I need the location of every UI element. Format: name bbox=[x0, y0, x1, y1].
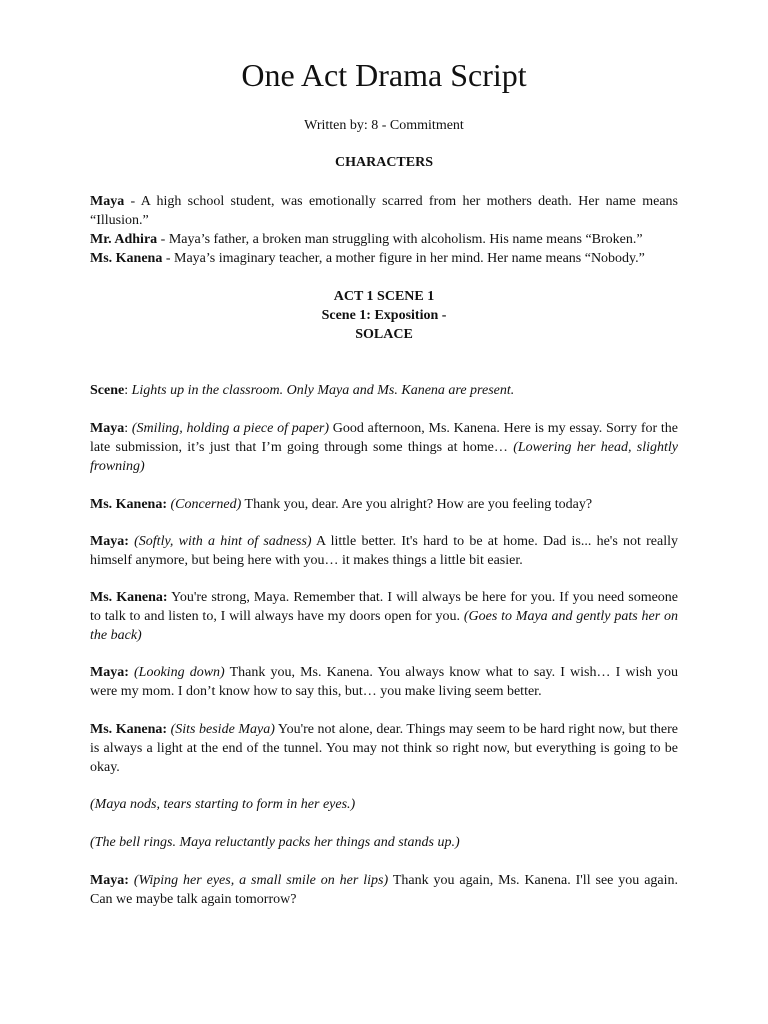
character-entry-adhira bbox=[90, 230, 678, 249]
scene-heading: Scene 1: Exposition - bbox=[321, 308, 447, 323]
character-entry-maya bbox=[90, 192, 678, 230]
dialogue-line bbox=[90, 532, 678, 570]
byline: Written by: 8 - Commitment bbox=[304, 118, 464, 133]
stage-direction-line bbox=[90, 833, 678, 852]
dialogue-line bbox=[90, 419, 678, 476]
character-name: Ms. Kanena bbox=[90, 251, 163, 266]
character-name: Maya bbox=[90, 194, 125, 209]
stage-direction: (Looking down) bbox=[134, 665, 225, 680]
dialogue-line bbox=[90, 871, 678, 909]
stage-direction: (Sits beside Maya) bbox=[170, 722, 275, 737]
speech: Good afternoon, Ms. Kanena. Here is my essay. Sorry for the late submission, it’s just that I’m going through some things at home… bbox=[90, 421, 679, 455]
speech: Thank you, dear. Are you alright? How are you feeling today? bbox=[241, 497, 593, 512]
dialogue-line bbox=[90, 588, 678, 645]
act-heading: ACT 1 SCENE 1 bbox=[333, 289, 435, 304]
speaker: Maya bbox=[90, 421, 125, 436]
speech: You're strong, Maya. Remember that. I will always be here for you. If you need someone to talk to and listen to, I will always have my doors open for you. bbox=[90, 590, 679, 624]
speech: Thank you again, Ms. Kanena. I'll see you again. Can we maybe talk again tomorrow? bbox=[90, 873, 679, 907]
character-desc: - A high school student, was emotionally scarred from her mothers death. Her name means “Illusion.” bbox=[90, 194, 678, 228]
dialogue-line bbox=[90, 663, 678, 701]
scene-subtitle: SOLACE bbox=[355, 327, 413, 342]
stage-direction: (Lowering her head, slightly frowning) bbox=[90, 440, 679, 474]
scene-label: Scene bbox=[90, 383, 125, 398]
dialogue-line bbox=[90, 720, 678, 777]
character-desc: - Maya’s imaginary teacher, a mother figure in her mind. Her name means “Nobody.” bbox=[162, 251, 645, 266]
document-title: One Act Drama Script bbox=[241, 57, 527, 93]
character-desc: - Maya’s father, a broken man struggling with alcoholism. His name means “Broken.” bbox=[157, 232, 643, 247]
stage-direction: (Concerned) bbox=[170, 497, 242, 512]
stage-direction: Lights up in the classroom. Only Maya and Ms. Kanena are present. bbox=[131, 383, 515, 398]
stage-direction: (Softly, with a hint of sadness) bbox=[134, 534, 312, 549]
separator: : bbox=[124, 383, 132, 398]
scene-setting bbox=[90, 381, 678, 400]
speaker: Maya: bbox=[90, 665, 129, 680]
character-list bbox=[90, 192, 678, 268]
speaker: Ms. Kanena: bbox=[90, 722, 168, 737]
speech: You're not alone, dear. Things may seem to be hard right now, but there is always a light at the end of the tunnel. You may not think so right now, but everything is going to be okay. bbox=[90, 722, 679, 775]
speaker: Ms. Kanena: bbox=[90, 497, 167, 512]
character-entry-kanena bbox=[90, 249, 678, 268]
speaker: Maya: bbox=[90, 534, 129, 549]
speaker: Maya: bbox=[90, 873, 129, 888]
speaker: Ms. Kanena: bbox=[90, 590, 168, 605]
speech: A little better. It's hard to be at home. Dad is... he's not really himself anymore, but being here with you… it makes things a little bit easier. bbox=[90, 534, 678, 568]
dialogue-line bbox=[90, 495, 678, 514]
stage-direction: (The bell rings. Maya reluctantly packs her things and stands up.) bbox=[90, 835, 460, 850]
stage-direction: (Wiping her eyes, a small smile on her lips) bbox=[133, 873, 389, 888]
character-name: Mr. Adhira bbox=[90, 232, 158, 247]
characters-heading: CHARACTERS bbox=[334, 155, 433, 170]
stage-direction-line bbox=[90, 795, 678, 814]
stage-direction: (Smiling, holding a piece of paper) bbox=[131, 421, 330, 436]
stage-direction: (Maya nods, tears starting to form in her eyes.) bbox=[90, 797, 356, 812]
separator: : bbox=[124, 421, 132, 436]
speech: Thank you, Ms. Kanena. You always know what to say. I wish… I wish you were my mom. I don’t know how to say this, but… you make living seem better. bbox=[90, 665, 678, 699]
stage-direction: (Goes to Maya and gently pats her on the back) bbox=[90, 609, 678, 643]
